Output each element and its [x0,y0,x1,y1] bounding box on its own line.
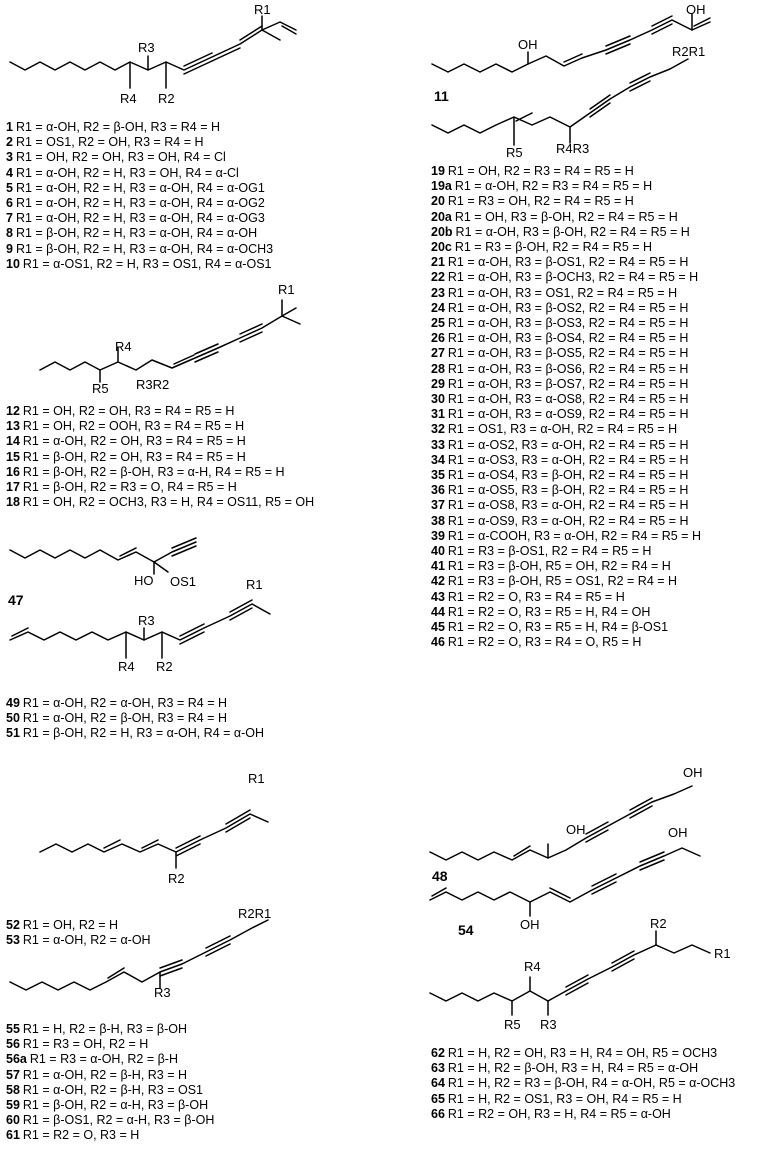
r2r1-label: R2R1 [672,44,706,59]
substituent-text: R1 = α-OH, R2 = OH, R3 = R4 = R5 = H [22,434,246,449]
compound-entry [6,434,314,449]
compound-entry [6,150,273,165]
compound-entry [431,377,701,392]
substituent-text: R1 = R2 = O, R3 = R5 = H, R4 = β-OS1 [447,620,669,635]
compound-entry [6,211,273,226]
substituent-text: R1 = α-OH, R2 = H, R3 = α-OH, R4 = α-OG2 [15,196,265,211]
compound-entry [6,1113,214,1128]
structure-49 [0,600,310,700]
compound-number: 32 [431,422,445,437]
substituent-text: R1 = R3 = OH, R2 = R4 = R5 = H [447,194,634,209]
substituent-text: R1 = R2 = O, R3 = R4 = R5 = H [447,589,625,604]
compound-entry [6,120,273,135]
compound-entry [431,362,701,377]
substituent-text: R1 = α-OH, R2 = H, R3 = α-OH, R4 = α-OG1 [15,180,265,195]
compound-number: 35 [431,468,445,483]
compound-entry [431,255,701,270]
compound-number-11: 11 [434,88,449,104]
substituent-text: R1 = H, R2 = OS1, R3 = OH, R4 = R5 = H [447,1091,682,1106]
substituent-text: R1 = α-OH, R3 = α-OS9, R2 = R4 = R5 = H [447,407,689,422]
compound-entry [431,605,701,620]
compound-number: 22 [431,270,445,285]
compound-number: 53 [6,933,20,948]
compound-number: 9 [6,241,13,256]
compound-number-47: 47 [8,592,24,608]
compound-number: 18 [6,495,20,510]
compound-number: 59 [6,1098,20,1113]
substituent-text: R1 = β-OH, R2 = H, R3 = α-OH, R4 = α-OCH3 [15,241,274,256]
compound-number: 64 [431,1076,445,1091]
compound-number: 39 [431,528,445,543]
compound-entry [431,1092,735,1107]
r2-label: R2 [168,871,185,886]
substituent-text: R1 = H, R2 = OH, R3 = H, R4 = OH, R5 = OCH3 [447,1046,718,1060]
r3-label: R3 [138,40,155,55]
substituent-text: R1 = β-OH, R2 = β-OH, R3 = α-H, R4 = R5 = H [22,464,285,479]
compound-entry [431,270,701,285]
compound-number: 56 [6,1037,20,1052]
compound-entry [6,1068,214,1083]
compound-entry [431,635,701,650]
compound-number-48: 48 [432,868,448,884]
substituent-text: R1 = R3 = β-OH, R2 = R4 = R5 = H [454,240,653,255]
compound-entry [6,696,264,711]
substituent-text: R1 = OS1, R3 = α-OH, R2 = R4 = R5 = H [447,422,678,437]
r3r2-label: R3R2 [136,377,170,392]
r2-label: R2 [650,916,667,931]
os-label: OS1 [170,574,197,589]
substituent-text: R1 = β-OH, R2 = H, R3 = α-OH, R4 = α-OH [15,226,258,241]
compound-number: 41 [431,559,445,574]
substituent-text: R1 = α-OS3, R3 = α-OH, R2 = R4 = R5 = H [447,452,689,467]
r5-label: R5 [92,381,109,396]
oh-label: OH [668,825,688,840]
r2-label: R2 [158,91,175,106]
compound-entry [431,559,701,574]
compound-number: 21 [431,255,445,270]
compound-entry [431,1076,735,1091]
compound-entry [431,346,701,361]
oh-label: OH [520,917,540,932]
compound-entry [6,196,273,211]
compound-entry [6,450,314,465]
compound-list-19-46 [431,164,701,651]
substituent-text: R1 = α-OH, R3 = β-OS2, R2 = R4 = R5 = H [447,300,689,315]
compound-entry [6,135,273,150]
r4-label: R4 [120,91,137,106]
substituent-text: R1 = R3 = α-OH, R2 = β-H [29,1052,178,1067]
substituent-text: R1 = β-OH, R2 = R3 = O, R4 = R5 = H [22,480,237,495]
compound-number: 29 [431,376,445,391]
compound-entry [431,498,701,513]
oh-label: OH [566,822,586,837]
compound-number: 66 [431,1106,445,1121]
compound-number: 61 [6,1128,20,1143]
structure-12 [0,270,310,375]
compound-number-54: 54 [458,922,474,938]
substituent-text: R1 = α-OH, R2 = β-H, R3 = H [22,1067,188,1082]
compound-number: 14 [6,434,20,449]
substituent-text: R1 = R2 = O, R3 = H [22,1128,140,1143]
compound-number: 38 [431,513,445,528]
substituent-text: R1 = α-OH, R3 = β-OS3, R2 = R4 = R5 = H [447,316,689,331]
substituent-text: R1 = α-OH, R2 = α-OH, R3 = R4 = H [22,696,228,710]
substituent-text: R1 = α-OH, R2 = β-H, R3 = OS1 [22,1082,204,1097]
compound-number: 24 [431,300,445,315]
compound-number: 7 [6,211,13,226]
substituent-text: R1 = H, R2 = R3 = β-OH, R4 = α-OH, R5 = α-OCH3 [447,1076,736,1091]
r1-label: R1 [714,946,731,961]
compound-number: 28 [431,361,445,376]
compound-entry [431,164,701,179]
substituent-text: R1 = β-OH, R2 = α-H, R3 = β-OH [22,1098,209,1113]
compound-entry [6,480,314,495]
compound-entry [6,166,273,181]
substituent-text: R1 = α-OS5, R3 = β-OH, R2 = R4 = R5 = H [447,483,689,498]
substituent-text: R1 = α-OH, R3 = α-OS8, R2 = R4 = R5 = H [447,392,689,407]
substituent-text: R1 = α-OH, R3 = β-OS6, R2 = R4 = R5 = H [447,361,689,376]
compound-number: 17 [6,480,20,495]
compound-entry [6,1083,214,1098]
compound-entry [6,404,314,419]
compound-number: 16 [6,464,20,479]
compound-number: 20 [431,194,445,209]
compound-number: 13 [6,419,20,434]
substituent-text: R1 = R2 = OH, R3 = H, R4 = R5 = α-OH [447,1106,671,1121]
compound-number: 20a [431,209,452,224]
substituent-text: R1 = H, R2 = β-OH, R3 = H, R4 = R5 = α-OH [447,1061,699,1076]
substituent-text: R1 = α-OH, R3 = OS1, R2 = R4 = R5 = H [447,285,678,300]
r1-label: R1 [248,771,265,786]
compound-entry [6,1128,214,1143]
compound-entry [431,483,701,498]
r4-label: R4 [115,339,132,354]
substituent-text: R1 = β-OS1, R2 = α-H, R3 = β-OH [22,1113,215,1128]
compound-number: 8 [6,226,13,241]
compound-entry [431,316,701,331]
compound-number: 19a [431,179,452,194]
substituent-text: R1 = R2 = O, R3 = R5 = H, R4 = OH [447,604,651,619]
substituent-text: R1 = R3 = β-OH, R5 = OS1, R2 = R4 = H [447,574,678,589]
compound-list-49-51 [6,696,264,742]
r3-label: R3 [540,1017,557,1032]
compound-number: 20c [431,240,452,255]
compound-entry [431,179,701,194]
substituent-text: R1 = OH, R2 = OH, R3 = OH, R4 = Cl [15,150,226,165]
compound-number: 44 [431,604,445,619]
compound-number: 50 [6,711,20,726]
compound-entry [431,1046,735,1061]
compound-entry [6,465,314,480]
compound-entry [6,226,273,241]
compound-entry [431,225,701,240]
substituent-text: R1 = R3 = β-OS1, R2 = R4 = R5 = H [447,544,652,559]
compound-entry [6,242,273,257]
compound-number: 30 [431,392,445,407]
r4-label: R4 [118,659,135,674]
substituent-text: R1 = α-OS8, R3 = α-OH, R2 = R4 = R5 = H [447,498,689,513]
compound-number: 57 [6,1067,20,1082]
compound-number: 5 [6,180,13,195]
compound-number: 31 [431,407,445,422]
compound-number: 19 [431,164,445,178]
compound-entry [431,529,701,544]
compound-number: 62 [431,1046,445,1060]
r5-label: R5 [504,1017,521,1032]
compound-entry [431,438,701,453]
substituent-text: R1 = OH, R2 = OH, R3 = R4 = R5 = H [22,404,235,418]
compound-list-55-61 [6,1022,214,1144]
compound-number: 40 [431,544,445,559]
r2r1-label: R2R1 [238,906,272,921]
compound-number: 51 [6,726,20,741]
substituent-text: R1 = α-OS2, R3 = α-OH, R2 = R4 = R5 = H [447,437,689,452]
compound-number: 33 [431,437,445,452]
substituent-text: R1 = α-OH, R2 = β-OH, R3 = R4 = H [22,711,227,726]
substituent-text: R1 = R2 = O, R3 = R4 = O, R5 = H [447,635,642,650]
compound-entry [431,392,701,407]
substituent-text: R1 = OH, R2 = H [22,918,119,932]
compound-entry [431,286,701,301]
substituent-text: R1 = α-OS4, R3 = β-OH, R2 = R4 = R5 = H [447,468,689,483]
r4-label: R4 [524,959,541,974]
compound-entry [6,1098,214,1113]
compound-number: 15 [6,449,20,464]
structure-1 [0,0,310,115]
compound-number: 36 [431,483,445,498]
compound-number: 6 [6,196,13,211]
substituent-text: R1 = α-OH, R3 = β-OS5, R2 = R4 = R5 = H [447,346,689,361]
compound-entry [431,407,701,422]
oh-label: OH [683,765,703,780]
compound-entry [6,1052,214,1067]
compound-entry [431,301,701,316]
r1-label: R1 [278,282,295,297]
compound-number: 20b [431,224,453,239]
compound-number: 37 [431,498,445,513]
r1-label: R1 [246,577,263,592]
r3-label: R3 [154,985,171,1000]
compound-entry [6,1022,214,1037]
substituent-text: R1 = OH, R2 = OOH, R3 = R4 = R5 = H [22,419,245,434]
compound-list-12-18 [6,404,314,510]
substituent-text: R1 = R3 = β-OH, R5 = OH, R2 = R4 = H [447,559,671,574]
compound-number: 1 [6,120,13,134]
compound-entry [6,419,314,434]
oh-label: OH [686,2,706,17]
compound-list-1-10 [6,120,273,272]
compound-number: 45 [431,620,445,635]
substituent-text: R1 = α-OH, R3 = β-OCH3, R2 = R4 = R5 = H [447,270,699,285]
substituent-text: R1 = H, R2 = β-H, R3 = β-OH [22,1022,187,1036]
structure-47 [0,540,310,600]
compound-number: 43 [431,589,445,604]
compound-entry [431,194,701,209]
compound-number: 65 [431,1091,445,1106]
substituent-text: R1 = OH, R2 = R3 = R4 = R5 = H [447,164,634,178]
ho-label: HO [134,573,154,588]
compound-number: 3 [6,150,13,165]
substituent-text: R1 = α-OH, R3 = β-OH, R2 = R4 = R5 = H [455,224,690,239]
r2-label: R2 [156,659,173,674]
compound-entry [431,574,701,589]
compound-number: 58 [6,1082,20,1097]
compound-entry [431,240,701,255]
substituent-text: R1 = α-OH, R3 = β-OS7, R2 = R4 = R5 = H [447,376,689,391]
compound-number: 10 [6,256,20,271]
compound-entry [431,620,701,635]
substituent-text: R1 = β-OH, R2 = H, R3 = α-OH, R4 = α-OH [22,726,265,741]
compound-entry [431,210,701,225]
compound-entry [431,544,701,559]
r5-label: R5 [506,145,523,160]
compound-entry [6,1037,214,1052]
substituent-text: R1 = OH, R3 = β-OH, R2 = R4 = R5 = H [454,209,678,224]
r3-label: R3 [138,613,155,628]
substituent-text: R1 = β-OH, R2 = OH, R3 = R4 = R5 = H [22,449,246,464]
compound-entry [6,711,264,726]
compound-entry [6,726,264,741]
compound-entry [431,331,701,346]
substituent-text: R1 = α-OH, R2 = H, R3 = OH, R4 = α-Cl [15,165,239,180]
compound-number: 63 [431,1061,445,1076]
compound-number: 46 [431,635,445,650]
compound-number: 49 [6,696,20,710]
compound-number: 26 [431,331,445,346]
r1-label: R1 [254,2,271,17]
compound-number: 52 [6,918,20,932]
compound-number: 27 [431,346,445,361]
substituent-text: R1 = OS1, R2 = OH, R3 = R4 = H [15,135,204,150]
compound-entry [431,453,701,468]
compound-list-62-66 [431,1046,735,1122]
oh-label: OH [518,37,538,52]
compound-number: 55 [6,1022,20,1036]
r4r3-label: R4R3 [556,141,590,156]
compound-number: 60 [6,1113,20,1128]
substituent-text: R1 = α-OH, R2 = α-OH [22,933,151,948]
substituent-text: R1 = α-OS9, R3 = α-OH, R2 = R4 = R5 = H [447,513,689,528]
compound-number: 34 [431,452,445,467]
compound-entry [431,1107,735,1122]
substituent-text: R1 = α-OH, R2 = H, R3 = α-OH, R4 = α-OG3 [15,211,265,226]
compound-number: 2 [6,135,13,150]
structure-62 [420,935,750,1035]
compound-number: 25 [431,316,445,331]
compound-entry [6,181,273,196]
compound-entry [431,422,701,437]
substituent-text: R1 = α-OS1, R2 = H, R3 = OS1, R4 = α-OS1 [22,256,272,271]
compound-entry [431,514,701,529]
substituent-text: R1 = R3 = OH, R2 = H [22,1037,149,1052]
compound-number: 4 [6,165,13,180]
compound-number: 42 [431,574,445,589]
compound-entry [431,1061,735,1076]
structure-52 [0,780,310,880]
substituent-text: R1 = α-OH, R2 = R3 = R4 = R5 = H [454,179,653,194]
substituent-text: R1 = α-OH, R3 = β-OS4, R2 = R4 = R5 = H [447,331,689,346]
compound-number: 23 [431,285,445,300]
substituent-text: R1 = α-OH, R2 = β-OH, R3 = R4 = H [15,120,221,134]
compound-entry [431,468,701,483]
compound-entry [6,495,314,510]
substituent-text: R1 = OH, R2 = OCH3, R3 = H, R4 = OS11, R5 = OH [22,495,315,510]
compound-entry [431,590,701,605]
compound-number: 12 [6,404,20,418]
substituent-text: R1 = α-OH, R3 = β-OS1, R2 = R4 = R5 = H [447,255,689,270]
compound-number: 56a [6,1052,27,1067]
substituent-text: R1 = α-COOH, R3 = α-OH, R2 = R4 = R5 = H [447,528,701,543]
